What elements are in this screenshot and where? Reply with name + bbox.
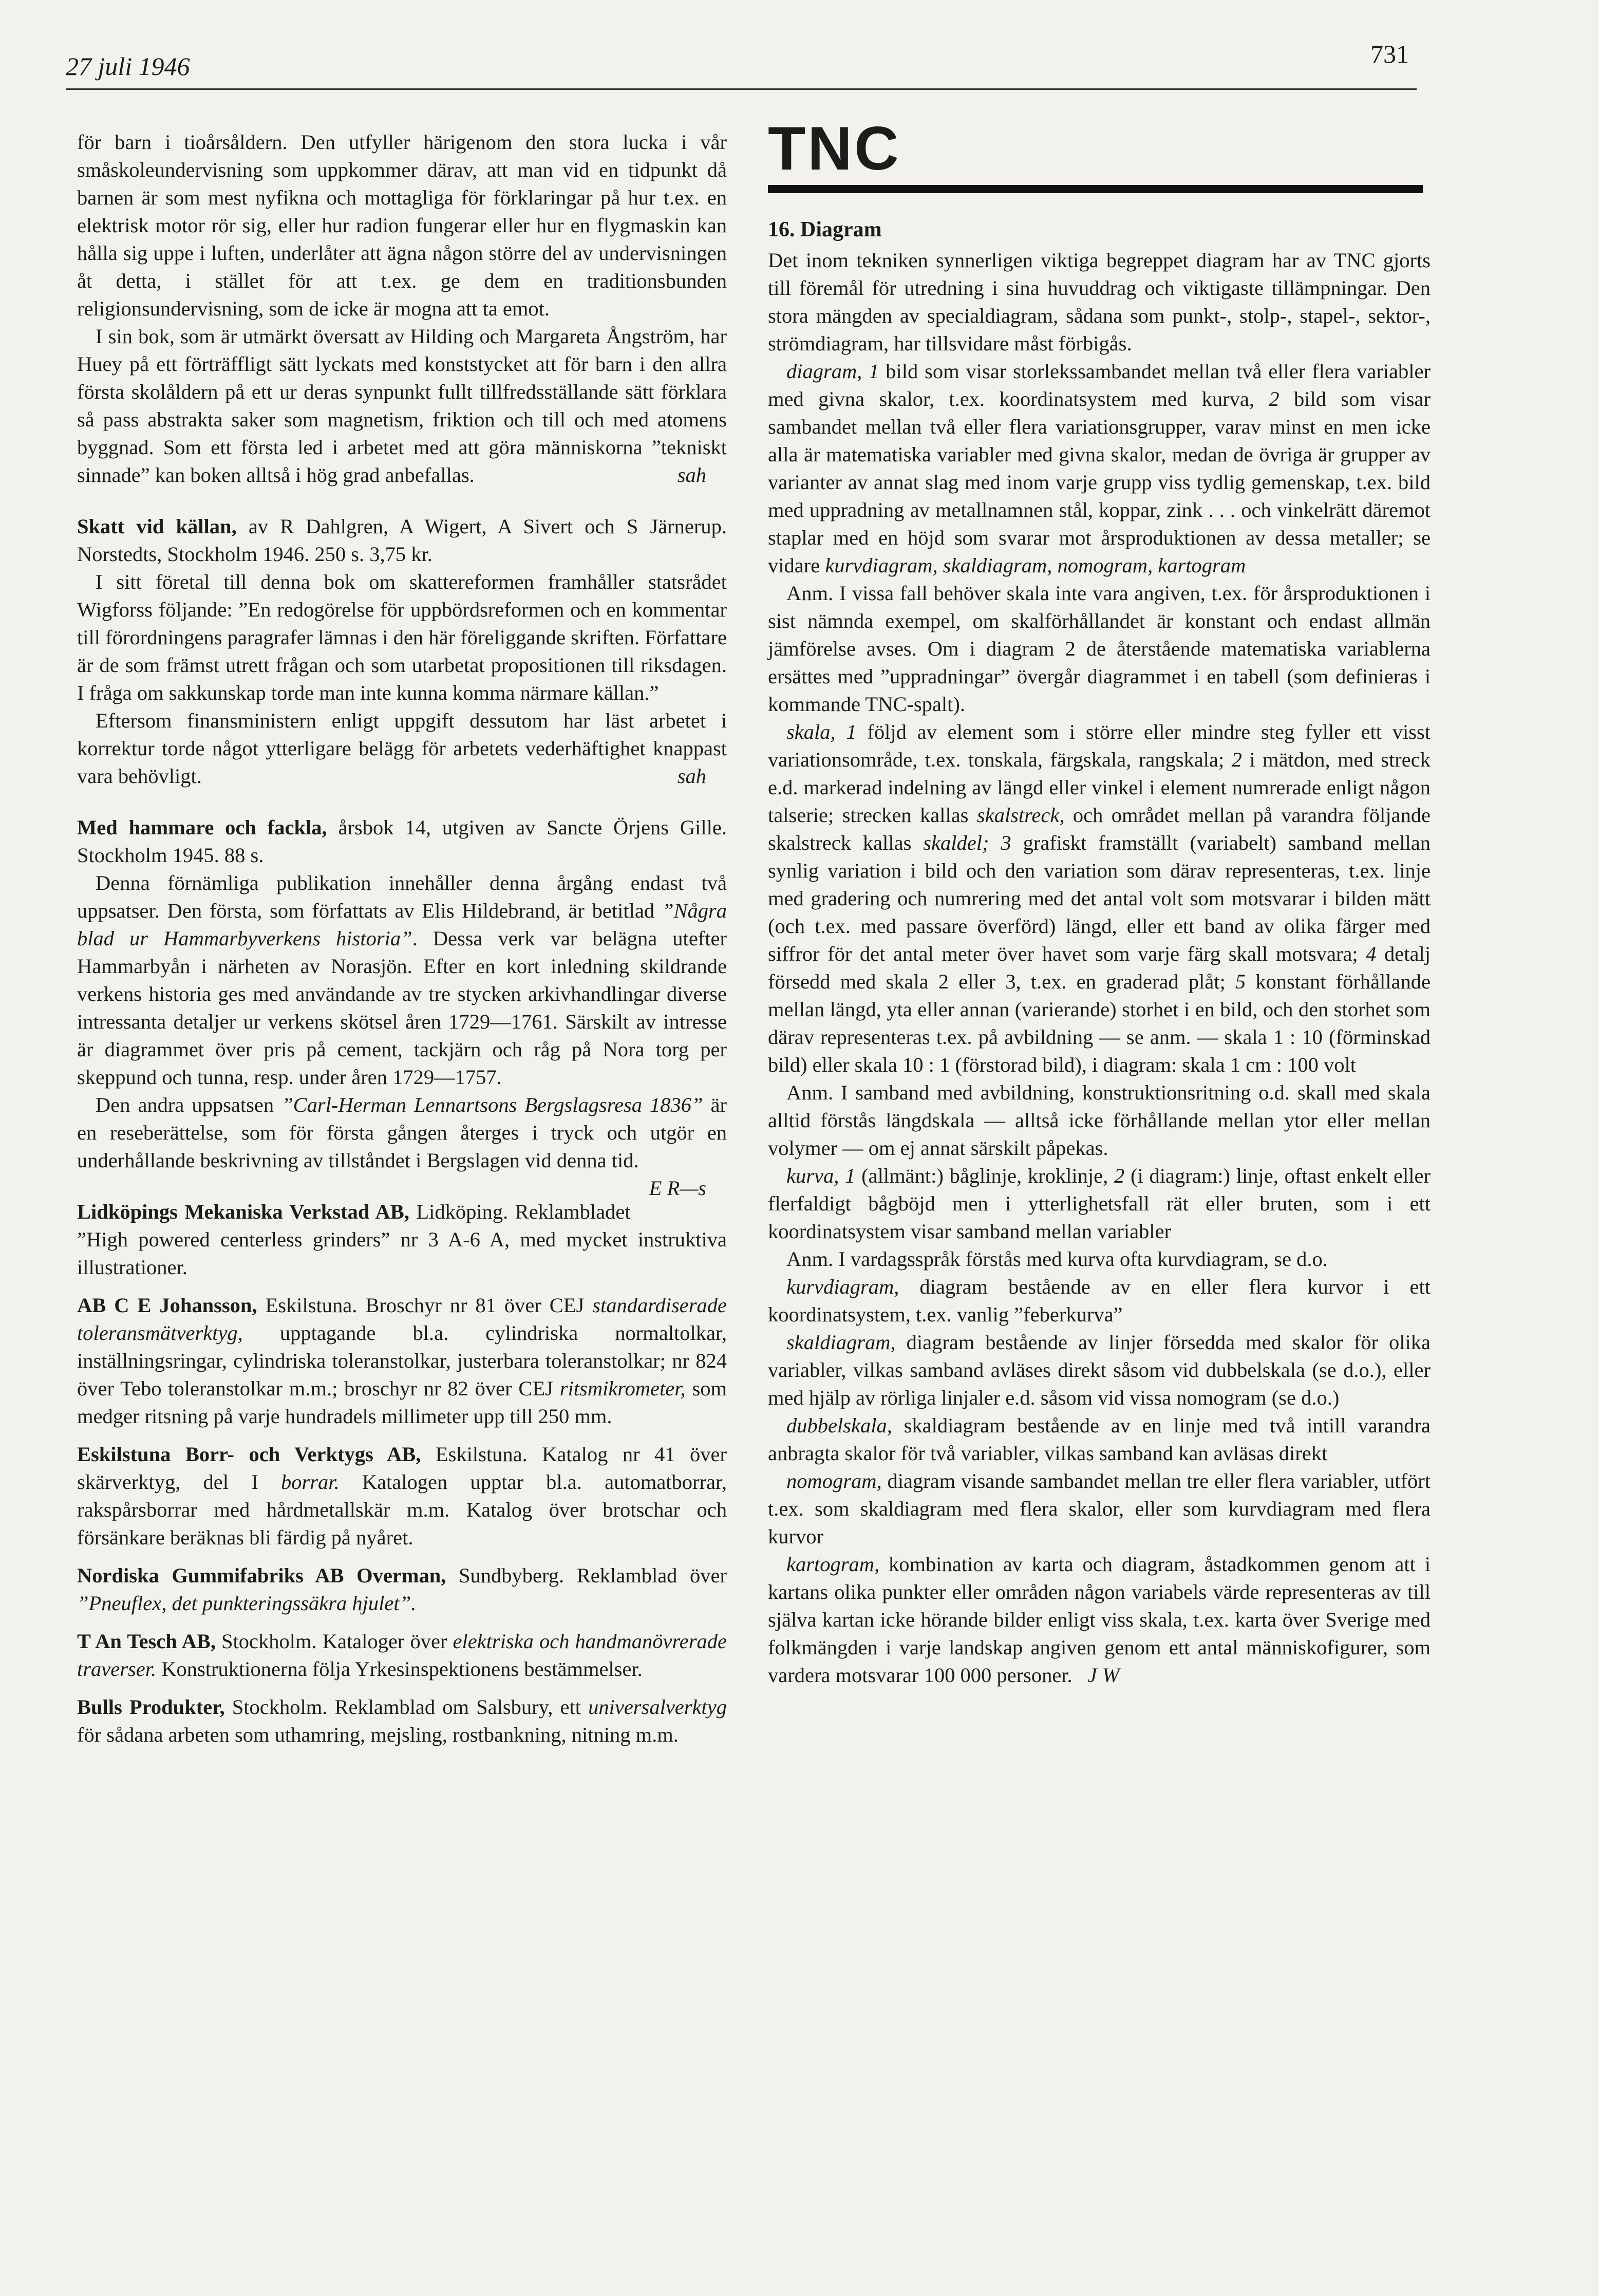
def-text: diagram visande sambandet mellan tre eller flera variabler, utfört t.ex. som skaldiagram med flera skalor, eller som kurvdiagram med flera kurvor — [768, 1469, 1431, 1548]
sense-number: 3 — [1001, 831, 1011, 854]
def-text: bild som visar storlekssambandet mellan två eller flera variabler med givna skalor, t.ex. koordinatsystem med kurva, — [768, 360, 1431, 410]
sense-number: 4 — [1366, 942, 1377, 965]
review-1-text: I sin bok, som är utmärkt översatt av Hilding och Margareta Ångström, har Huey på ett förträffligt sätt lyckats med konststycket att för barn i den allra första skolåldern på ett ur deras synpunkt fullt tillfredsställande sätt förklara så pass abstrakta saker som magnetism, friktion och till och med atomens byggnad. Som ett första led i arbetet med att göra människorna ”tekniskt sinnade” kan boken alltså i hög grad anbefallas. — [77, 325, 727, 487]
sense-number: 2 — [1269, 387, 1280, 410]
term-nomogram: nomogram, — [786, 1469, 882, 1492]
term-dubbelskala: dubbelskala, — [786, 1414, 892, 1437]
catalog-6 — [77, 1693, 727, 1749]
def-text: följd av element som i större eller mindre steg fyller ett visst variationsområde, t.ex. tonskala, färgskala, rangskala; — [768, 720, 1431, 771]
def-text: kombination av karta och diagram, åstadkommen genom att i kartans olika punkter eller områden någon variabels värde representeras av till själva kartan icke hörande bilder enligt viss skala, t.ex. karta över Sverige med folkmängden i varje landskap angiven genom ett antal människofigurer, som vardera motsvarar 100 000 personer. — [768, 1553, 1431, 1687]
catalog-3-text-b: Katalogen upptar bl.a. automatborrar, rakspårsborrar med hårdmetallskär m.m. Katalog över brotschar och försänkare beräknas bli färdig på nyåret. — [77, 1470, 727, 1549]
review-2-meta: av R Dahlgren, A Wigert, A Sivert och S Järnerup. Norstedts, Stockholm 1946. 250 s. 3,75 kr. — [77, 515, 727, 566]
tnc-intro: Det inom tekniken synnerligen viktiga begreppet diagram har av TNC gjorts till föremål för utredning i sina huvuddrag och viktigaste tillämpningar. Den stora mängden av specialdiagram, sådana som punkt-, stolp-, stapel-, sektor-, strömdiagram, har tillsvidare måst förbigås. — [768, 249, 1431, 355]
term-kurvdiagram: kurvdiagram, — [786, 1275, 899, 1298]
catalog-2 — [77, 1292, 727, 1430]
def-nomogram — [768, 1467, 1431, 1551]
catalog-3-italic: borrar. — [280, 1470, 340, 1494]
term-kartogram: kartogram, — [786, 1553, 880, 1576]
catalog-1 — [77, 1198, 727, 1281]
def-text: (i diagram:) linje, oftast enkelt eller flerfaldigt bågböjd men i ytterlighetsfall rät eller bruten, som i ett koordinatsystem visar samband mellan variabler — [768, 1164, 1431, 1243]
note-2: Anm. I samband med avbildning, konstruktionsritning o.d. skall med skala alltid förstås längdskala — alltså icke förhållande mellan ytor eller mellan volymer — om ej annat särskilt påpekas. — [768, 1081, 1431, 1160]
catalog-4-company: Nordiska Gummifabriks AB Overman, — [77, 1564, 446, 1587]
sense-number: 2 — [1231, 748, 1242, 771]
catalog-5 — [77, 1628, 727, 1683]
review-3-paragraph-1 — [77, 869, 727, 1091]
def-text: konstant förhållande mellan längd, yta eller annan (varierande) storhet i en bild, och den storhet som därav representeras t.ex. på avbildning — se anm. — skala 1 : 10 (förminskad bild) eller skala 10 : 1 (förstorad bild), i diagram: skala 1 cm : 100 volt — [768, 970, 1431, 1076]
sense-number: 1 — [846, 720, 857, 743]
note-3: Anm. I vardagsspråk förstås med kurva ofta kurvdiagram, se d.o. — [786, 1247, 1328, 1271]
see-also: kurvdiagram, skaldiagram, nomogram, kartogram — [825, 554, 1246, 577]
catalog-5-italic: elektriska och handmanövrerade traverser. — [77, 1630, 727, 1681]
catalog-4-italic: ”Pneuflex, det punkteringssäkra hjulet”. — [77, 1592, 417, 1615]
review-2-heading — [77, 513, 727, 568]
def-text: skaldiagram bestående av en linje med två intill varandra anbragta skalor för två variabler, vilkas samband kan avläsas direkt — [768, 1414, 1431, 1465]
review-3-signature: E R—s — [649, 1177, 706, 1200]
catalog-6-text-a: Stockholm. Reklamblad om Salsbury, ett — [224, 1695, 589, 1719]
term-diagram: diagram, — [786, 360, 862, 383]
review-3-title: Med hammare och fackla, — [77, 816, 327, 839]
page-number: 731 — [1370, 40, 1409, 68]
term-skaldel: skaldel; — [923, 831, 989, 854]
tnc-title: TNC — [768, 114, 901, 183]
review-3-text-d: är en reseberättelse, som för första gången återges i tryck och utgör en underhållande beskrivning av tillståndet i Bergslagen vid denna tid. — [77, 1093, 727, 1172]
review-1-paragraph-1: för barn i tioårsåldern. Den utfyller härigenom den stora lucka i vår småskoleundervisning som uppkommer därav, att man vid en tidpunkt då barnen är som mest nyfikna och mottagliga för förklaringar på hur t.ex. en elektrisk motor rör sig, eller hur radion fungerar eller hur en flygmaskin kan hålla sig uppe i luften, underlåter att ägna någon större del av undervisningen åt detta, i stället för att t.ex. ge dem en traditionsbunden religionsundervisning, som de icke är mogna att ta emot. — [77, 130, 727, 320]
catalog-3-company: Eskilstuna Borr- och Verktygs AB, — [77, 1443, 421, 1466]
catalog-2-italic-b: ritsmikrometer, — [559, 1377, 686, 1400]
def-text: detalj försedd med skala 2 eller 3, t.ex. en graderad plåt; — [768, 942, 1431, 993]
def-kurvdiagram — [768, 1273, 1431, 1329]
sense-number: 1 — [845, 1164, 856, 1187]
catalog-5-text-a: Stockholm. Kataloger över — [215, 1630, 453, 1653]
term-skala: skala, — [786, 720, 836, 743]
catalog-6-italic: universalverktyg — [588, 1695, 727, 1719]
catalog-3 — [77, 1441, 727, 1552]
review-3-article-title-2: ”Carl-Herman Lennartsons Bergslagsresa 1836” — [281, 1093, 703, 1116]
def-dubbelskala — [768, 1412, 1431, 1467]
term-skalstreck: skalstreck, — [976, 804, 1065, 827]
sense-number: 5 — [1235, 970, 1246, 993]
review-3-paragraph-2 — [77, 1091, 727, 1200]
def-text: bild som visar sambandet mellan två eller flera variationsgrupper, varav minst en men icke alla är matematiska variabler med givna skalor, medan de övriga är grupper av varianter av annat slag med inom varje grupp viss tydlig gemenskap, t.ex. bild med uppradning av metallnamnen stål, koppar, zink . . . och vinkelrätt däremot staplar med en höjd som svarar mot årsproduktionen av dessa metaller; se vidare — [768, 387, 1431, 577]
section-heading: 16. Diagram — [768, 218, 882, 241]
def-text: diagram bestående av en eller flera kurvor i ett koordinatsystem, t.ex. vanlig ”feberkurva” — [768, 1275, 1431, 1326]
tnc-signature: J W — [1087, 1664, 1120, 1687]
review-2-paragraph-1: I sitt företal till denna bok om skattereformen framhåller statsrådet Wigforss följande: ”En redogörelse för uppbördsreformen och en kommentar till förordningens paragrafer lämnas i den här föreliggande skriften. Författare är de som främst utrett frågan och som utarbetat propositionen till riksdagen. I fråga om sakkunskap torde man inte kunna komma närmare källan.” — [77, 570, 727, 704]
catalog-4 — [77, 1562, 727, 1617]
catalog-5-text-b: Konstruktionerna följa Yrkesinspektionens bestämmelser. — [156, 1657, 643, 1681]
tnc-title-bar — [768, 185, 1423, 193]
review-3-text-c: Den andra uppsatsen — [96, 1093, 282, 1116]
review-3-text-b: . Dessa verk var belägna utefter Hammarbyån i närheten av Norasjön. Efter en kort inledning skildrande verkens historia ges med användande av tre stycken arkivhandlingar diverse intressanta detaljer ur verkens skötsel åren 1729—1761. Särskilt av intresse är diagrammet över pris på cement, tackjärn och råg på Nora torg per skeppund och tunna, resp. under åren 1729—1757. — [77, 927, 727, 1089]
term-skaldiagram: skaldiagram, — [786, 1331, 896, 1354]
def-skaldiagram — [768, 1329, 1431, 1412]
review-2-title: Skatt vid källan, — [77, 515, 237, 538]
catalog-5-company: T An Tesch AB, — [77, 1630, 216, 1653]
review-2-text: Eftersom finansministern enligt uppgift dessutom har läst arbetet i korrektur torde något ytterligare belägg för arbetets vederhäftighet knappast vara behövligt. — [77, 709, 727, 788]
review-2-signature: sah — [677, 764, 706, 788]
review-2-paragraph-2 — [77, 707, 727, 790]
header-date: 27 juli 1946 — [66, 52, 190, 81]
def-text: i mätdon, med streck e.d. markerad indelning av längd eller vinkel i element numrerade enligt någon talserie; strecken kallas — [768, 748, 1431, 827]
def-kartogram — [768, 1551, 1431, 1689]
review-3-text-a: Denna förnämliga publikation innehåller denna årgång endast två uppsatser. Den första, som författats av Elis Hildebrand, är betitlad — [77, 871, 727, 922]
review-3-article-title: ”Några blad ur Hammarbyverkens historia” — [77, 899, 727, 950]
review-3-heading — [77, 814, 727, 869]
catalog-3-text-a: Eskilstuna. Katalog nr 41 över skärverktyg, del I — [77, 1443, 727, 1494]
def-diagram — [768, 358, 1431, 580]
catalog-4-text: Sundbyberg. Reklamblad över — [446, 1564, 727, 1587]
term-kurva: kurva, — [786, 1164, 839, 1187]
catalog-2-italic-a: standardiserade toleransmätverktyg, — [77, 1294, 727, 1345]
def-text: grafiskt framställt (variabelt) samband mellan synlig variation i bild och den variation som därav representeras, t.ex. linje med gradering och numrering med det antal volt som motsvarar i bilden mätt (och t.ex. med passare överförd) längd, eller ett band av olika färger med siffror för det antal meter över havet som varje färg skall motsvara; — [768, 831, 1431, 965]
def-text: diagram bestående av linjer försedda med skalor för olika variabler, vilkas samband avläses direkt såsom vid dubbelskala (se d.o.), eller med hjälp av rörliga linjaler e.d. såsom vid vissa nomogram (se d.o.) — [768, 1331, 1431, 1409]
def-text: och området mellan på varandra följande skalstreck kallas — [768, 804, 1431, 854]
right-column — [768, 216, 1431, 1689]
catalog-1-text: Lidköping. Reklambladet ”High powered centerless grinders” nr 3 A-6 A, med mycket instruktiva illustrationer. — [77, 1200, 727, 1279]
catalog-2-text-c: som medger ritsning på varje hundradels millimeter upp till 250 mm. — [77, 1377, 727, 1428]
catalog-2-company: AB C E Johansson, — [77, 1294, 257, 1317]
review-3-meta: årsbok 14, utgiven av Sancte Örjens Gille. Stockholm 1945. 88 s. — [77, 816, 727, 867]
catalog-2-text-a: Eskilstuna. Broschyr nr 81 över CEJ — [257, 1294, 593, 1317]
left-column — [77, 128, 727, 1749]
sense-number: 2 — [1114, 1164, 1125, 1187]
catalog-6-text-b: för sådana arbeten som uthamring, mejsling, rostbankning, nitning m.m. — [77, 1723, 679, 1746]
catalog-1-company: Lidköpings Mekaniska Verkstad AB, — [77, 1200, 409, 1223]
sense-number: 1 — [869, 360, 879, 383]
catalog-2-text-b: upptagande bl.a. cylindriska normaltolkar, inställningsringar, cylindriska toleranstolkar, justerbara toleranstolkar; nr 824 över Tebo toleranstolkar m.m.; broschyr nr 82 över CEJ — [77, 1321, 727, 1400]
review-1-signature: sah — [677, 463, 706, 487]
review-1-paragraph-2 — [77, 323, 727, 489]
catalog-6-company: Bulls Produkter, — [77, 1695, 225, 1719]
header-rule — [66, 88, 1417, 90]
note-1: Anm. I vissa fall behöver skala inte vara angiven, t.ex. för årsproduktionen i sist nämnda exempel, om skalförhållandet är konstant och endast allmän jämförelse avses. Om i diagram 2 de återstående matematiska variablerna ersättes med ”uppradningar” övergår diagrammet i en tabell (som definieras i kommande TNC-spalt). — [768, 582, 1431, 716]
def-skala — [768, 718, 1431, 1079]
def-kurva — [768, 1162, 1431, 1245]
def-text: (allmänt:) båglinje, kroklinje, — [855, 1164, 1115, 1187]
